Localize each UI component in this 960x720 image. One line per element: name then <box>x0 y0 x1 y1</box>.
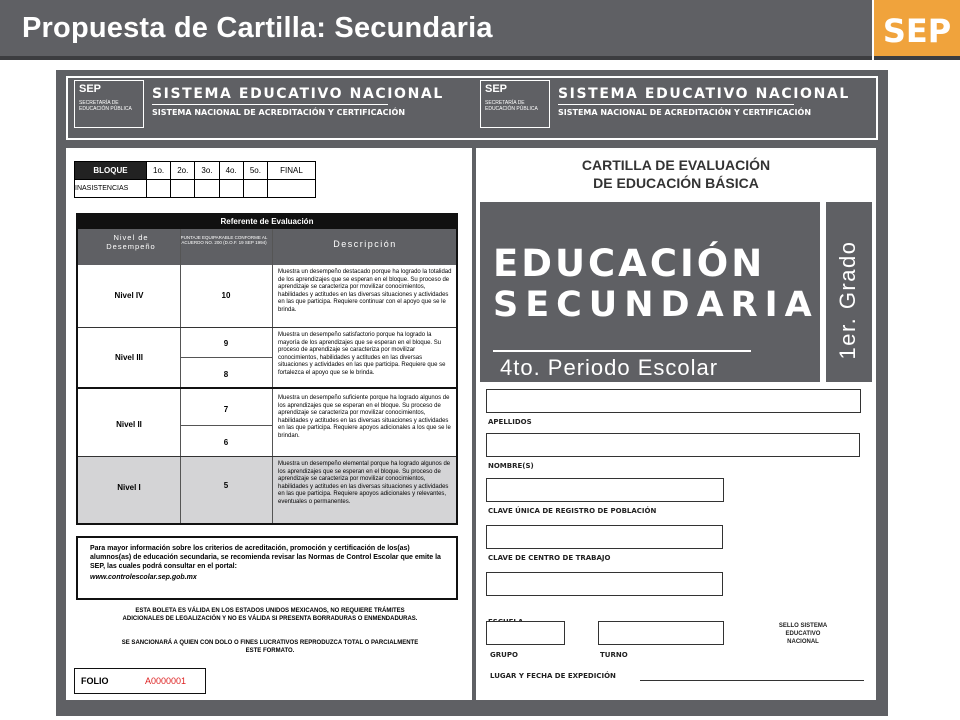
sep-seal-text: SEP <box>485 83 508 95</box>
secundaria-text: SECUNDARIA <box>493 285 819 325</box>
header-title-left: SISTEMA EDUCATIVO NACIONAL <box>152 86 444 102</box>
nombres-field[interactable] <box>486 433 860 457</box>
validez-note: ESTA BOLETA ES VÁLIDA EN LOS ESTADOS UNIDOS MEXICANOS, NO REQUIERE TRÁMITES ADICIONALES DE LEGALIZACIÓN Y NO ES VÁLIDA SI PRESENTA BORRADURAS O ENMENDADURAS. <box>122 608 418 622</box>
bloque-col-3: 3o. <box>195 162 219 180</box>
header-rule-right <box>558 104 794 105</box>
col-puntaje-header: PUNTAJE EQUIPARABLE CONFORME AL ACUERDO NO. 200 (D.O.F. 19 SEP 1994) <box>180 235 268 246</box>
sep-seal-right <box>480 80 550 128</box>
inasistencias-cell[interactable] <box>171 180 195 198</box>
inasistencias-cell[interactable] <box>147 180 171 198</box>
apellidos-label: APELLIDOS <box>488 418 532 426</box>
col-nivel-header: Nivel de Desempeño <box>106 233 156 251</box>
folio-label: FOLIO <box>81 676 109 686</box>
puntaje-value: 7 <box>223 405 229 414</box>
info-box <box>76 536 458 600</box>
puntaje-value: 6 <box>223 438 229 447</box>
info-text: Para mayor información sobre los criterios de acreditación, promoción y certificación de los(as) alumnos(as) de educación secundaria, se recomienda revisar las Normas de Control Escolar que emite la SEP, las cuales podrá consultar en el portal: <box>90 545 441 571</box>
nivel-label: Nivel IV <box>114 291 144 300</box>
cartilla-title-line1: CARTILLA DE EVALUACIÓN <box>581 157 771 173</box>
bloque-col-4: 4o. <box>219 162 243 180</box>
folio-box <box>74 668 206 694</box>
nivel-label: Nivel I <box>117 483 141 492</box>
inasistencias-cell[interactable] <box>268 180 316 198</box>
nivel-descripcion: Muestra un desempeño destacado porque ha logrado la totalidad de los aprendizajes que se esperan en el bloque. Su proceso de aprendizaje se caracteriza por movilizar conocimientos, habilidades y actitudes en las diversas situaciones y actividades en las que participa. Requiere continuar con el apoyo que se le brinda. <box>278 269 452 313</box>
bloque-col-5: 5o. <box>243 162 267 180</box>
inasistencias-label: INASISTENCIAS <box>75 180 147 198</box>
escuela-field[interactable] <box>486 572 723 596</box>
sancion-note: SE SANCIONARÁ A QUIEN CON DOLO O FINES LUCRATIVOS REPRODUZCA TOTAL O PARCIALMENTE ESTE FORMATO. <box>121 640 419 654</box>
logo-underline <box>874 56 960 60</box>
bloque-table <box>74 161 316 198</box>
inasistencias-cell[interactable] <box>243 180 267 198</box>
nivel-label: Nivel III <box>114 353 143 362</box>
nivel-label: Nivel II <box>116 420 142 429</box>
sello-label: SELLO SISTEMA EDUCATIVO NACIONAL <box>778 623 828 646</box>
bloque-col-2: 2o. <box>171 162 195 180</box>
nivel-descripcion: Muestra un desempeño suficiente porque ha logrado algunos de los aprendizajes que se esperan en el bloque. Su proceso de aprendizaje se caracteriza por movilizar conocimientos, habilidades y actitudes en las diversas situaciones y actividades en las que participa. Requiere apoyos adicionales a los que se le brindan. <box>278 395 451 439</box>
header-title-right: SISTEMA EDUCATIVO NACIONAL <box>558 86 850 102</box>
cartilla-title <box>476 156 876 192</box>
apellidos-field[interactable] <box>486 389 861 413</box>
puntaje-value: 5 <box>223 481 229 490</box>
sep-seal-left <box>74 80 144 128</box>
puntaje-value: 8 <box>223 370 229 379</box>
sep-logo: SEP <box>874 0 960 60</box>
col-divider <box>180 457 181 523</box>
band-rule <box>493 350 751 352</box>
educacion-text: EDUCACIÓN <box>493 242 766 285</box>
sep-seal-subtext: SECRETARÍA DE EDUCACIÓN PÚBLICA <box>79 100 132 112</box>
grupo-field[interactable] <box>486 621 565 645</box>
cct-field[interactable] <box>486 525 723 549</box>
referente-title: Referente de Evaluación <box>78 215 456 229</box>
turno-field[interactable] <box>598 621 724 645</box>
puntaje-value: 9 <box>223 339 229 348</box>
puntaje-value: 10 <box>221 291 231 300</box>
bloque-header: BLOQUE <box>75 162 147 180</box>
grado-text: 1er. Grado <box>835 240 860 360</box>
folio-value: A0000001 <box>145 676 187 686</box>
bloque-col-1: 1o. <box>147 162 171 180</box>
lugar-fecha-label: LUGAR Y FECHA DE EXPEDICIÓN <box>490 672 616 680</box>
puntaje-divider <box>180 357 272 358</box>
nivel-descripcion: Muestra un desempeño elemental porque ha logrado algunos de los aprendizajes que se esperan en el bloque. Su proceso de aprendizaje se caracteriza por movilizar conocimientos, habilidades y actitudes en las diversas situaciones y actividades en las que participa. Requiere apoyos adicionales y relevantes, eventuales o permanentes. <box>278 461 451 505</box>
info-url[interactable]: www.controlescolar.sep.gob.mx <box>90 574 197 582</box>
cct-label: CLAVE DE CENTRO DE TRABAJO <box>488 554 611 562</box>
puntaje-divider <box>180 425 272 426</box>
nivel-descripcion: Muestra un desempeño satisfactorio porque ha logrado la mayoría de los aprendizajes que se esperan en el bloque. Su proceso de aprendizaje se caracteriza por movilizar conocimientos, habilidades y actitudes en las diversas situaciones y actividades en las que participa. Requiere que se fortalezca el apoyo que se le brinda. <box>278 332 446 376</box>
header-subtitle-right: SISTEMA NACIONAL DE ACREDITACIÓN Y CERTIFICACIÓN <box>558 108 812 117</box>
cartilla-title-line2: DE EDUCACIÓN BÁSICA <box>593 175 759 192</box>
curp-field[interactable] <box>486 478 724 502</box>
grupo-label: GRUPO <box>490 651 518 659</box>
inasistencias-cell[interactable] <box>219 180 243 198</box>
lugar-fecha-line[interactable] <box>640 680 864 681</box>
inasistencias-cell[interactable] <box>195 180 219 198</box>
slide-title: Propuesta de Cartilla: Secundaria <box>22 12 493 44</box>
bloque-col-final: FINAL <box>268 162 316 180</box>
sep-seal-subtext: SECRETARÍA DE EDUCACIÓN PÚBLICA <box>485 100 538 112</box>
turno-label: TURNO <box>600 651 628 659</box>
col-divider <box>272 457 273 523</box>
periodo-text: 4to. Periodo Escolar <box>500 355 719 380</box>
header-rule-left <box>152 104 388 105</box>
sep-seal-text: SEP <box>79 83 102 95</box>
referente-table <box>76 213 458 525</box>
nombres-label: NOMBRE(S) <box>488 462 534 470</box>
curp-label: CLAVE ÚNICA DE REGISTRO DE POBLACIÓN <box>488 507 657 515</box>
header-subtitle-left: SISTEMA NACIONAL DE ACREDITACIÓN Y CERTIFICACIÓN <box>152 108 406 117</box>
col-descripcion-header: Descripción <box>333 239 397 249</box>
